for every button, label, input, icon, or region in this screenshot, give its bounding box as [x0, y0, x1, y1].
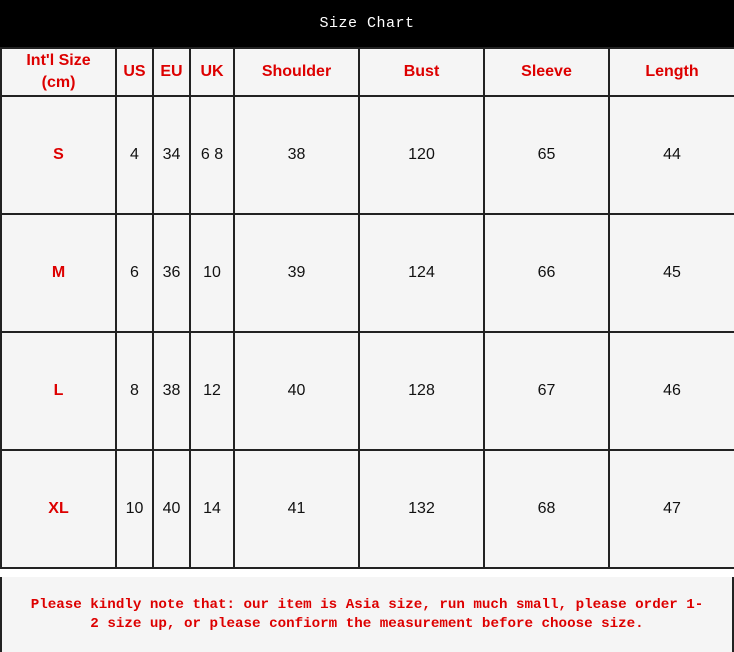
shoulder-cell: 40: [234, 332, 359, 450]
uk-cell: 10: [190, 214, 234, 332]
size-note: [0, 577, 734, 652]
header-intl-size-line1: Int'l Size: [26, 52, 91, 69]
size-cell: M: [1, 214, 116, 332]
header-length: Length: [609, 48, 734, 96]
size-cell: S: [1, 96, 116, 214]
length-cell: 44: [609, 96, 734, 214]
bust-cell: 132: [359, 450, 484, 568]
shoulder-cell: 41: [234, 450, 359, 568]
eu-cell: 38: [153, 332, 190, 450]
us-cell: 10: [116, 450, 153, 568]
sleeve-cell: 66: [484, 214, 609, 332]
shoulder-cell: 38: [234, 96, 359, 214]
table-row: [1, 450, 734, 568]
eu-cell: 34: [153, 96, 190, 214]
eu-cell: 40: [153, 450, 190, 568]
size-note-line1: Please kindly note that: our item is Asia size, run much small, please order 1-: [30, 597, 704, 613]
bust-cell: 124: [359, 214, 484, 332]
sleeve-cell: 67: [484, 332, 609, 450]
size-note-line2: 2 size up, or please confiorm the measurement before choose size.: [90, 616, 644, 632]
header-eu: EU: [153, 48, 190, 96]
header-sleeve: Sleeve: [484, 48, 609, 96]
length-cell: 45: [609, 214, 734, 332]
length-cell: 47: [609, 450, 734, 568]
header-uk: UK: [190, 48, 234, 96]
us-cell: 8: [116, 332, 153, 450]
header-row: [1, 48, 734, 96]
length-cell: 46: [609, 332, 734, 450]
sleeve-cell: 65: [484, 96, 609, 214]
table-row: [1, 214, 734, 332]
chart-title: Size Chart: [0, 0, 734, 47]
header-intl-size-line2: (cm): [41, 74, 76, 91]
header-shoulder: Shoulder: [234, 48, 359, 96]
size-table: [0, 47, 734, 569]
eu-cell: 36: [153, 214, 190, 332]
bust-cell: 128: [359, 332, 484, 450]
shoulder-cell: 39: [234, 214, 359, 332]
uk-cell: 14: [190, 450, 234, 568]
header-intl-size: [1, 48, 116, 96]
sleeve-cell: 68: [484, 450, 609, 568]
us-cell: 6: [116, 214, 153, 332]
header-us: US: [116, 48, 153, 96]
uk-cell: 6 8: [190, 96, 234, 214]
table-row: [1, 96, 734, 214]
bust-cell: 120: [359, 96, 484, 214]
us-cell: 4: [116, 96, 153, 214]
size-cell: L: [1, 332, 116, 450]
size-cell: XL: [1, 450, 116, 568]
header-bust: Bust: [359, 48, 484, 96]
uk-cell: 12: [190, 332, 234, 450]
table-row: [1, 332, 734, 450]
